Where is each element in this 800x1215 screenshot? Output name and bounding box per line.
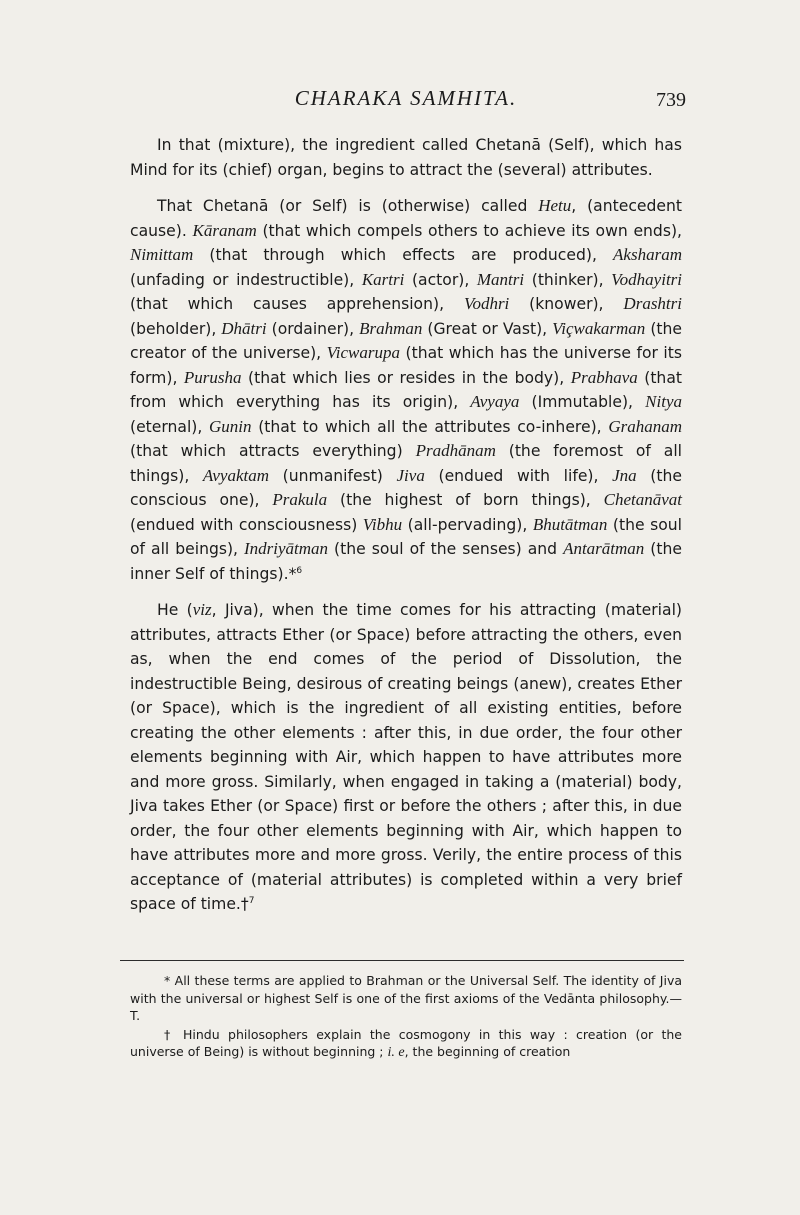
text-run: (endued with consciousness) (130, 515, 363, 534)
text-run: (that which lies or resides in the body), (241, 368, 571, 387)
term-antaratman: Antarātman (563, 539, 645, 558)
term-jna: Jna (612, 465, 637, 485)
term-avyaya: Avyaya (470, 392, 520, 411)
term-nitya: Nitya (645, 392, 682, 411)
term-kartri: Kartri (361, 269, 405, 289)
abbrev-ie: i. e (387, 1045, 405, 1060)
text-run: (the soul of the senses) and (328, 540, 564, 558)
page-number: 739 (656, 89, 686, 111)
term-prabhava: Prabhava (570, 367, 638, 387)
text-run: (that which has the universe for its form), (130, 344, 682, 387)
text-run: He ( (157, 601, 193, 619)
term-vibhu: Vibhu (362, 514, 403, 534)
term-karanam: Kāranam (192, 220, 257, 240)
term-viz: viz (192, 600, 212, 619)
text-run: That Chetanā (or Self) is (otherwise) called (157, 197, 539, 215)
text-run: (Immutable), (519, 393, 646, 411)
text-run: (the conscious one), (130, 466, 682, 509)
term-viswakarman: Viçwakarman (552, 318, 646, 338)
text-run: (that through which effects are produced), (193, 246, 614, 264)
text-run: (all-pervading), (402, 515, 533, 534)
text-run: (beholder), (130, 319, 222, 338)
term-viswarupa: Vicwarupa (326, 343, 400, 362)
main-text (130, 133, 682, 917)
footnote-2 (130, 1026, 682, 1062)
term-purusha: Purusha (183, 367, 242, 387)
term-hetu: Hetu (538, 196, 572, 215)
text-run: (the inner Self of things).* (130, 540, 682, 583)
text-run: (that which compels others to achieve its own ends), (256, 221, 682, 240)
text-run: (the foremost of all things), (130, 442, 682, 485)
term-grahanam: Grahanam (608, 416, 682, 436)
text-run: , Jiva), when the time comes for his attracting (material) attributes, attracts Ether (or Space) before attracting the others, even as, when the end comes of the period of Dissolution, the indestructible Being, desirous of creating beings (anew), creates Ether (or Space), which is the ingredient of all existing entities, before creating the other elements : after this, in due order, the four other elements beginning with Air, which happen to have attributes more and more gross. Similarly, when engaged in taking a (material) body, Jiva takes Ether (or Space) first or before the others ; after this, in due order, the four other elements beginning with Air, which happen to have attributes more and more gross. Verily, the entire process of this acceptance of (material attributes) is completed within a very brief space of time.† (130, 601, 682, 913)
term-indriyatman: Indriyātman (244, 539, 329, 558)
term-vodhri: Vodhri (463, 294, 510, 313)
text-run: † Hindu philosophers explain the cosmogony in this way : creation (or the universe of Being) is without beginning ; (130, 1026, 682, 1059)
text-run: (actor), (404, 270, 477, 289)
term-aksharam: Aksharam (613, 245, 682, 264)
text-run: (the highest of born things), (327, 491, 604, 509)
term-dhatri: Dhātri (221, 318, 267, 338)
text-run: (Great or Vast), (422, 319, 553, 338)
text-run: , the beginning of creation (404, 1044, 571, 1059)
footnotes (130, 972, 682, 1063)
text-run: (thinker), (524, 270, 612, 289)
term-drashtri: Drashtri (623, 294, 682, 313)
paragraph-names-of-self (130, 194, 682, 586)
text-run: (that which attracts everything) (130, 442, 416, 460)
term-mantri: Mantri (476, 269, 525, 289)
running-title: CHARAKA SAMHITA. (294, 86, 518, 110)
footnote-divider (120, 960, 684, 961)
footnote-marker: 7 (248, 895, 255, 906)
text-run: (ordainer), (266, 319, 360, 338)
term-pradhanam: Pradhānam (415, 441, 496, 460)
term-avyaktam: Avyaktam (202, 465, 270, 485)
term-nimittam: Nimittam (130, 245, 194, 264)
footnote-1: * All these terms are applied to Brahman or the Universal Self. The identity of Jiva with the universal or highest Self is one of the first axioms of the Vedānta philosophy.—T. (130, 973, 682, 1023)
text-run: (eternal), (130, 417, 210, 436)
term-vodhayitri: Vodhayitri (611, 269, 683, 289)
text-run: (that which causes apprehension), (130, 295, 464, 313)
text-run: (that to which all the attributes co-inhere), (251, 417, 609, 436)
term-prakula: Prakula (272, 490, 328, 509)
text-run: (the soul of all beings), (130, 515, 682, 558)
text-run: (unmanifest) (269, 466, 397, 485)
text-run: (knower), (509, 295, 624, 313)
page-header (130, 86, 686, 112)
text-run: (that from which everything has its origin), (130, 368, 682, 411)
text-run: (endued with life), (424, 466, 613, 485)
paragraph-jiva-attracts-ether (130, 598, 682, 917)
term-bhutatman: Bhutātman (532, 514, 608, 534)
text-run: , (antecedent cause). (130, 197, 682, 240)
text-run: (the creator of the universe), (130, 319, 682, 362)
term-gunin: Gunin (209, 416, 252, 436)
text-run: (unfading or indestructible), (130, 270, 362, 289)
term-brahman: Brahman (359, 318, 423, 338)
footnote-marker: 6 (296, 565, 303, 576)
term-jiva: Jiva (396, 465, 425, 485)
term-chetanavat: Chetanāvat (603, 490, 682, 509)
paragraph-chetana: In that (mixture), the ingredient called Chetanā (Self), which has Mind for its (chief) organ, begins to attract the (several) attributes. (130, 136, 682, 179)
